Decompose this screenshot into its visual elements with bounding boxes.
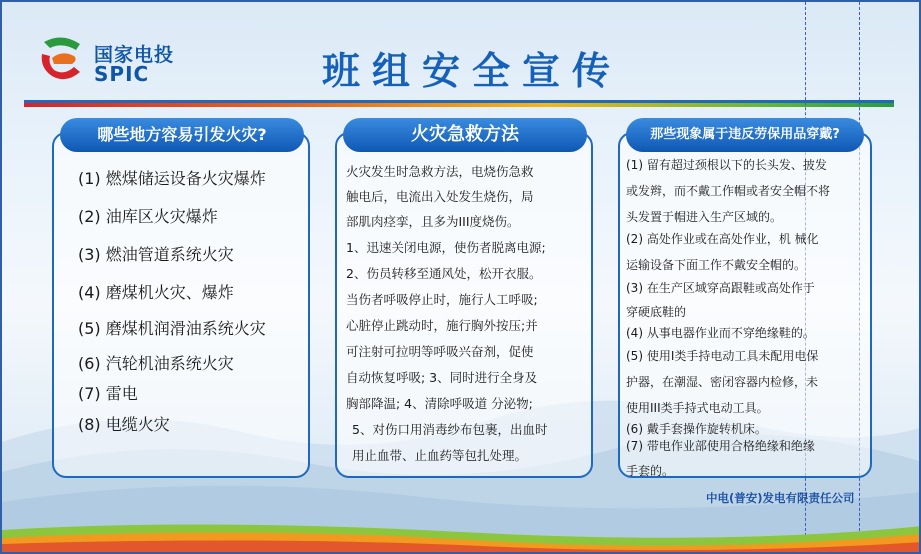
ppe-line: (2) 高处作业或在高处作业，机 械化 — [626, 232, 819, 246]
ppe-line: 穿硬底鞋的 — [626, 305, 687, 319]
ppe-line: (6) 戴手套操作旋转机床。 — [626, 422, 767, 436]
first-aid-line: 胸部降温; 4、清除呼吸道 分泌物; — [346, 396, 533, 411]
ppe-line: 护器，在潮湿、密闭容器内检修，未 — [626, 375, 819, 389]
ppe-line: (5) 使用I类手持电动工具未配用电保 — [626, 349, 819, 363]
list-item: (2) 油库区火灾爆炸 — [78, 207, 218, 226]
list-item: (8) 电缆火灾 — [78, 415, 170, 434]
first-aid-line: 可注射可拉明等呼吸兴奋剂，促使 — [346, 344, 534, 359]
first-aid-line: 心脏停止跳动时，施行胸外按压;并 — [346, 318, 538, 333]
page-title: 班组安全宣传 — [322, 49, 623, 93]
ppe-line: (1) 留有超过颈根以下的长头发、披发 — [626, 158, 827, 172]
list-item: (1) 燃煤储运设备火灾爆炸 — [78, 169, 266, 188]
ppe-line: (7) 带电作业部使用合格绝缘和绝缘 — [626, 439, 815, 453]
list-item: (5) 磨煤机润滑油系统火灾 — [78, 319, 266, 338]
header-divider-color — [24, 103, 894, 107]
list-item: (6) 汽轮机油系统火灾 — [78, 354, 234, 373]
list-item: (4) 磨煤机火灾、爆炸 — [78, 283, 234, 302]
panel-first-aid-heading: 火灾急救方法 — [343, 118, 587, 152]
list-item: (7) 雷电 — [78, 384, 138, 403]
first-aid-line: 当伤者呼吸停止时，施行人工呼吸; — [346, 292, 538, 307]
ppe-line: 或发辫，而不戴工作帽或者安全帽不将 — [626, 184, 831, 198]
list-item: (3) 燃油管道系统火灾 — [78, 245, 234, 264]
first-aid-line: 用止血带、止血药等包扎处理。 — [352, 448, 528, 463]
panel-fire-locations-heading: 哪些地方容易引发火灾? — [60, 118, 304, 152]
brand-name-en: SPIC — [94, 62, 150, 86]
first-aid-line: 2、伤员转移至通风处，松开衣服。 — [346, 266, 542, 281]
first-aid-line: 火灾发生时急救方法，电烧伤急救 — [346, 164, 534, 179]
brand-name-cn: 国家电投 — [94, 44, 175, 66]
company-name: 中电(普安)发电有限责任公司 — [706, 491, 855, 505]
ppe-line: (3) 在生产区域穿高跟鞋或高处作于 — [626, 281, 815, 295]
ppe-line: 运输设备下面工作不戴安全帽的。 — [626, 258, 807, 272]
first-aid-line: 部肌肉痉挛，且多为III度烧伤。 — [346, 214, 520, 229]
ground-stripes — [2, 516, 921, 552]
first-aid-line: 1、迅速关闭电源，使伤者脱离电源; — [346, 240, 546, 255]
first-aid-line: 触电后，电流出入处发生烧伤，局 — [346, 189, 534, 204]
first-aid-line: 自动恢复呼吸; 3、同时进行全身及 — [346, 370, 538, 385]
first-aid-line: 5、对伤口用消毒纱布包裹，出血时 — [352, 422, 548, 437]
ppe-line: (4) 从事电器作业而不穿绝缘鞋的。 — [626, 326, 815, 340]
ppe-line: 手套的。 — [626, 464, 675, 478]
panel-ppe-violations-heading: 那些现象属于违反劳保用品穿戴? — [626, 118, 864, 152]
ppe-line: 使用III类手持式电动工具。 — [626, 401, 769, 415]
spic-logo-icon — [38, 34, 86, 82]
ppe-line: 头发置于帽进入生产区域的。 — [626, 210, 783, 224]
